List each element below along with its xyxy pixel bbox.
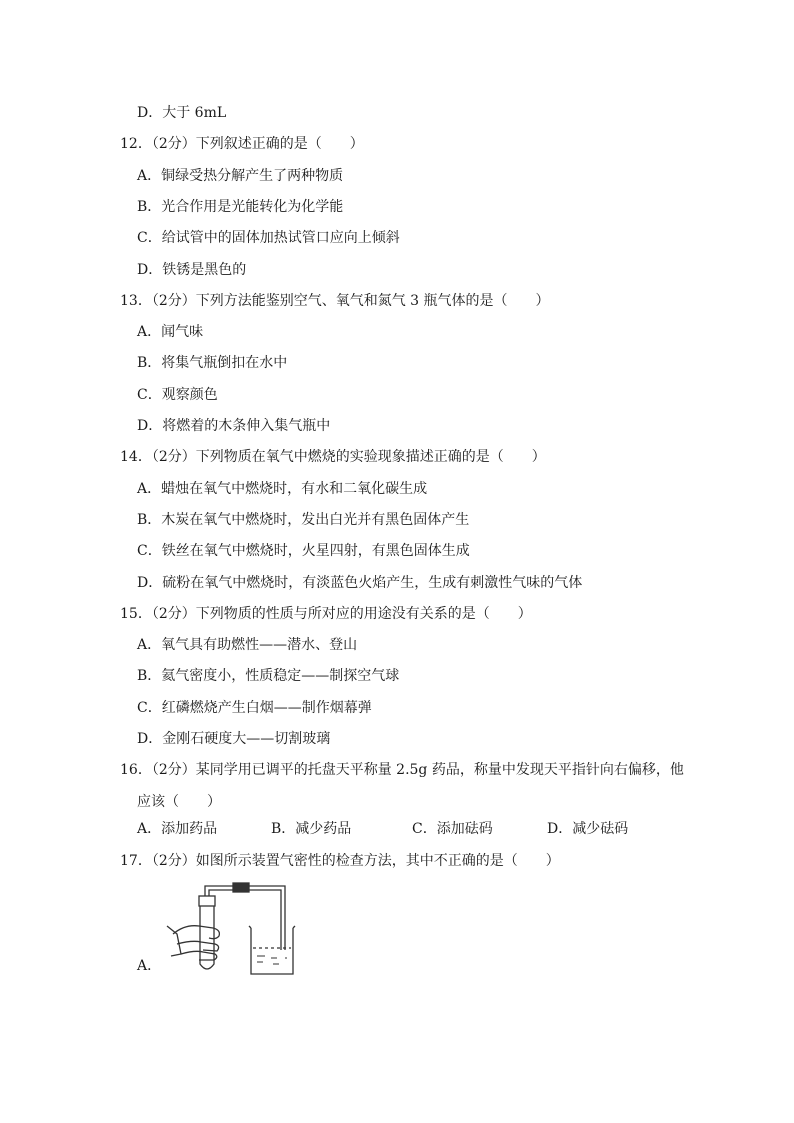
question-stem: 14．（2分）下列物质在氧气中燃烧的实验现象描述正确的是（ ） [120,449,546,465]
answer-option: C．观察颜色 [137,387,218,403]
answer-option: A．铜绿受热分解产生了两种物质 [137,168,344,184]
answer-option: A．氧气具有助燃性——潜水、登山 [137,637,358,653]
q16-option-a: A．添加药品 [137,821,218,837]
q16-option-d: D．减少砝码 [547,821,629,837]
question-stem: 12．（2分）下列叙述正确的是（ ） [120,136,364,152]
answer-option: B．木炭在氧气中燃烧时，发出白光并有黑色固体产生 [137,512,470,528]
q17-option-a-label: A． [137,958,162,974]
answer-option: B．氦气密度小，性质稳定——制探空气球 [137,668,400,684]
answer-option: 应该（ ） [137,794,221,810]
question-stem: 15．（2分）下列物质的性质与所对应的用途没有关系的是（ ） [120,606,532,622]
question-stem: 16．（2分）某同学用已调平的托盘天平称量 2.5g 药品，称量中发现天平指针向右偏移，他 [120,762,684,778]
answer-option: D．金刚石硬度大——切割玻璃 [137,731,331,747]
answer-option: C．给试管中的固体加热试管口应向上倾斜 [137,230,400,246]
answer-option: A．闻气味 [137,324,204,340]
airtightness-apparatus-figure [137,878,307,978]
q16-options-row [137,820,737,838]
answer-option: C．铁丝在氧气中燃烧时，火星四射，有黑色固体生成 [137,543,470,559]
question-17: 17．（2分）如图所示装置气密性的检查方法，其中不正确的是（ ） [120,853,560,869]
answer-option: A．蜡烛在氧气中燃烧时，有水和二氧化碳生成 [137,481,428,497]
answer-option: C．红磷燃烧产生白烟——制作烟幕弹 [137,700,372,716]
answer-option: D．硫粉在氧气中燃烧时，有淡蓝色火焰产生，生成有刺激性气味的气体 [137,575,583,591]
answer-option: D．大于 6mL [137,105,227,121]
answer-option: D．将燃着的木条伸入集气瓶中 [137,418,331,434]
answer-option: D．铁锈是黑色的 [137,262,247,278]
answer-option: B．将集气瓶倒扣在水中 [137,355,288,371]
question-stem: 13．（2分）下列方法能鉴别空气、氧气和氮气 3 瓶气体的是（ ） [120,293,550,309]
q16-option-b: B．减少药品 [271,821,352,837]
q16-option-c: C．添加砝码 [412,821,493,837]
answer-option: B．光合作用是光能转化为化学能 [137,199,344,215]
